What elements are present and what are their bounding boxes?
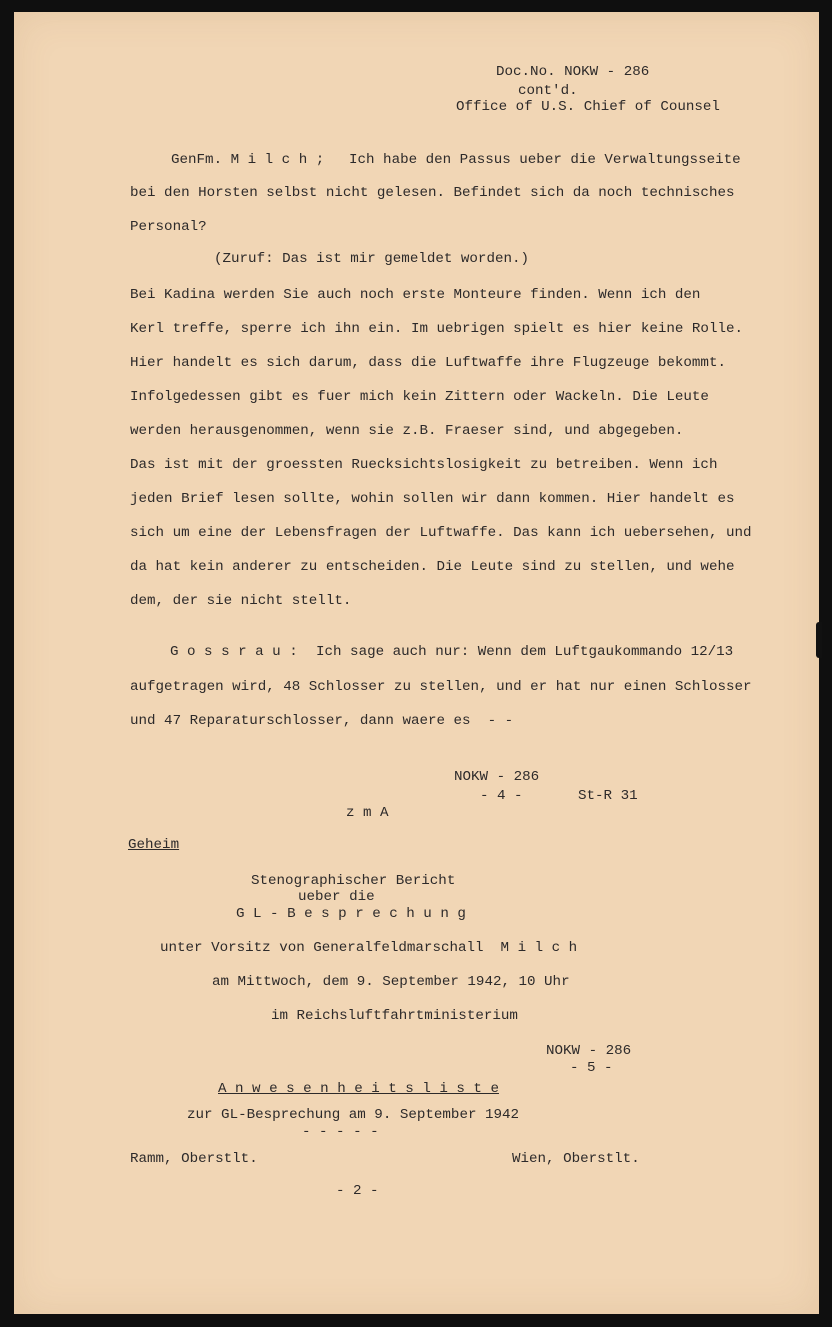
paragraph2-line: Infolgedessen gibt es fuer mich kein Zittern oder Wackeln. Die Leute xyxy=(130,389,709,405)
dash-separator: - - - - - xyxy=(302,1124,379,1140)
nokw-number-p4: NOKW - 286 xyxy=(454,769,540,785)
report-title-meeting: G L - B e s p r e c h u n g xyxy=(236,906,466,922)
page-edge-tab xyxy=(816,622,822,658)
document-page xyxy=(14,12,819,1314)
paragraph2-line: dem, der sie nicht stellt. xyxy=(130,593,352,609)
place-line: im Reichsluftfahrtministerium xyxy=(271,1008,518,1024)
speaker-gossrau: G o s s r a u : xyxy=(170,644,298,660)
paragraph2-line: werden herausgenommen, wenn sie z.B. Fraeser sind, und abgegeben. xyxy=(130,423,684,439)
office-line: Office of U.S. Chief of Counsel xyxy=(456,99,720,115)
report-title-connector: ueber die xyxy=(298,889,375,905)
page-number-5: - 5 - xyxy=(570,1060,613,1076)
attendance-list-title: A n w e s e n h e i t s l i s t e xyxy=(218,1081,499,1097)
paragraph2-line: jeden Brief lesen sollte, wohin sollen wir dann kommen. Hier handelt es xyxy=(130,491,735,507)
date-line: am Mittwoch, dem 9. September 1942, 10 Uhr xyxy=(212,974,570,990)
paragraph2-line: Das ist mit der groessten Ruecksichtslosigkeit zu betreiben. Wenn ich xyxy=(130,457,718,473)
report-title: Stenographischer Bericht xyxy=(251,873,456,889)
paragraph3-line3: und 47 Reparaturschlosser, dann waere es - - xyxy=(130,713,514,729)
paragraph1-line1: Ich habe den Passus ueber die Verwaltungsseite xyxy=(349,152,741,168)
geheim-label: Geheim xyxy=(128,837,180,853)
page-marker: - 2 - xyxy=(336,1183,379,1199)
speaker-milch: GenFm. M i l c h ; xyxy=(171,152,325,168)
paragraph3-line1: Ich sage auch nur: Wenn dem Luftgaukommando 12/13 xyxy=(316,644,734,660)
paragraph2-line: Kerl treffe, sperre ich ihn ein. Im uebrigen spielt es hier keine Rolle. xyxy=(130,321,743,337)
st-r-reference: St-R 31 xyxy=(578,788,638,804)
attendee-wien: Wien, Oberstlt. xyxy=(512,1151,640,1167)
paragraph1-line2: bei den Horsten selbst nicht gelesen. Befindet sich da noch technisches xyxy=(130,185,735,201)
paragraph1-line3: Personal? xyxy=(130,219,207,235)
paragraph2-line: sich um eine der Lebensfragen der Luftwaffe. Das kann ich uebersehen, und xyxy=(130,525,752,541)
attendee-ramm: Ramm, Oberstlt. xyxy=(130,1151,258,1167)
paragraph2-line: Hier handelt es sich darum, dass die Luftwaffe ihre Flugzeuge bekommt. xyxy=(130,355,726,371)
attendance-list-subtitle: zur GL-Besprechung am 9. September 1942 xyxy=(187,1107,520,1123)
interjection: (Zuruf: Das ist mir gemeldet worden.) xyxy=(214,251,530,267)
contd-note: cont'd. xyxy=(518,83,578,99)
page-number-4: - 4 - xyxy=(480,788,523,804)
paragraph3-line2: aufgetragen wird, 48 Schlosser zu stellen, und er hat nur einen Schlosser xyxy=(130,679,752,695)
paragraph2-line: da hat kein anderer zu entscheiden. Die Leute sind zu stellen, und wehe xyxy=(130,559,735,575)
nokw-number-p5: NOKW - 286 xyxy=(546,1043,632,1059)
zma-note: z m A xyxy=(346,805,389,821)
doc-number: Doc.No. NOKW - 286 xyxy=(496,64,650,80)
paragraph2-line: Bei Kadina werden Sie auch noch erste Monteure finden. Wenn ich den xyxy=(130,287,701,303)
chair-line: unter Vorsitz von Generalfeldmarschall M i l c h xyxy=(160,940,578,956)
